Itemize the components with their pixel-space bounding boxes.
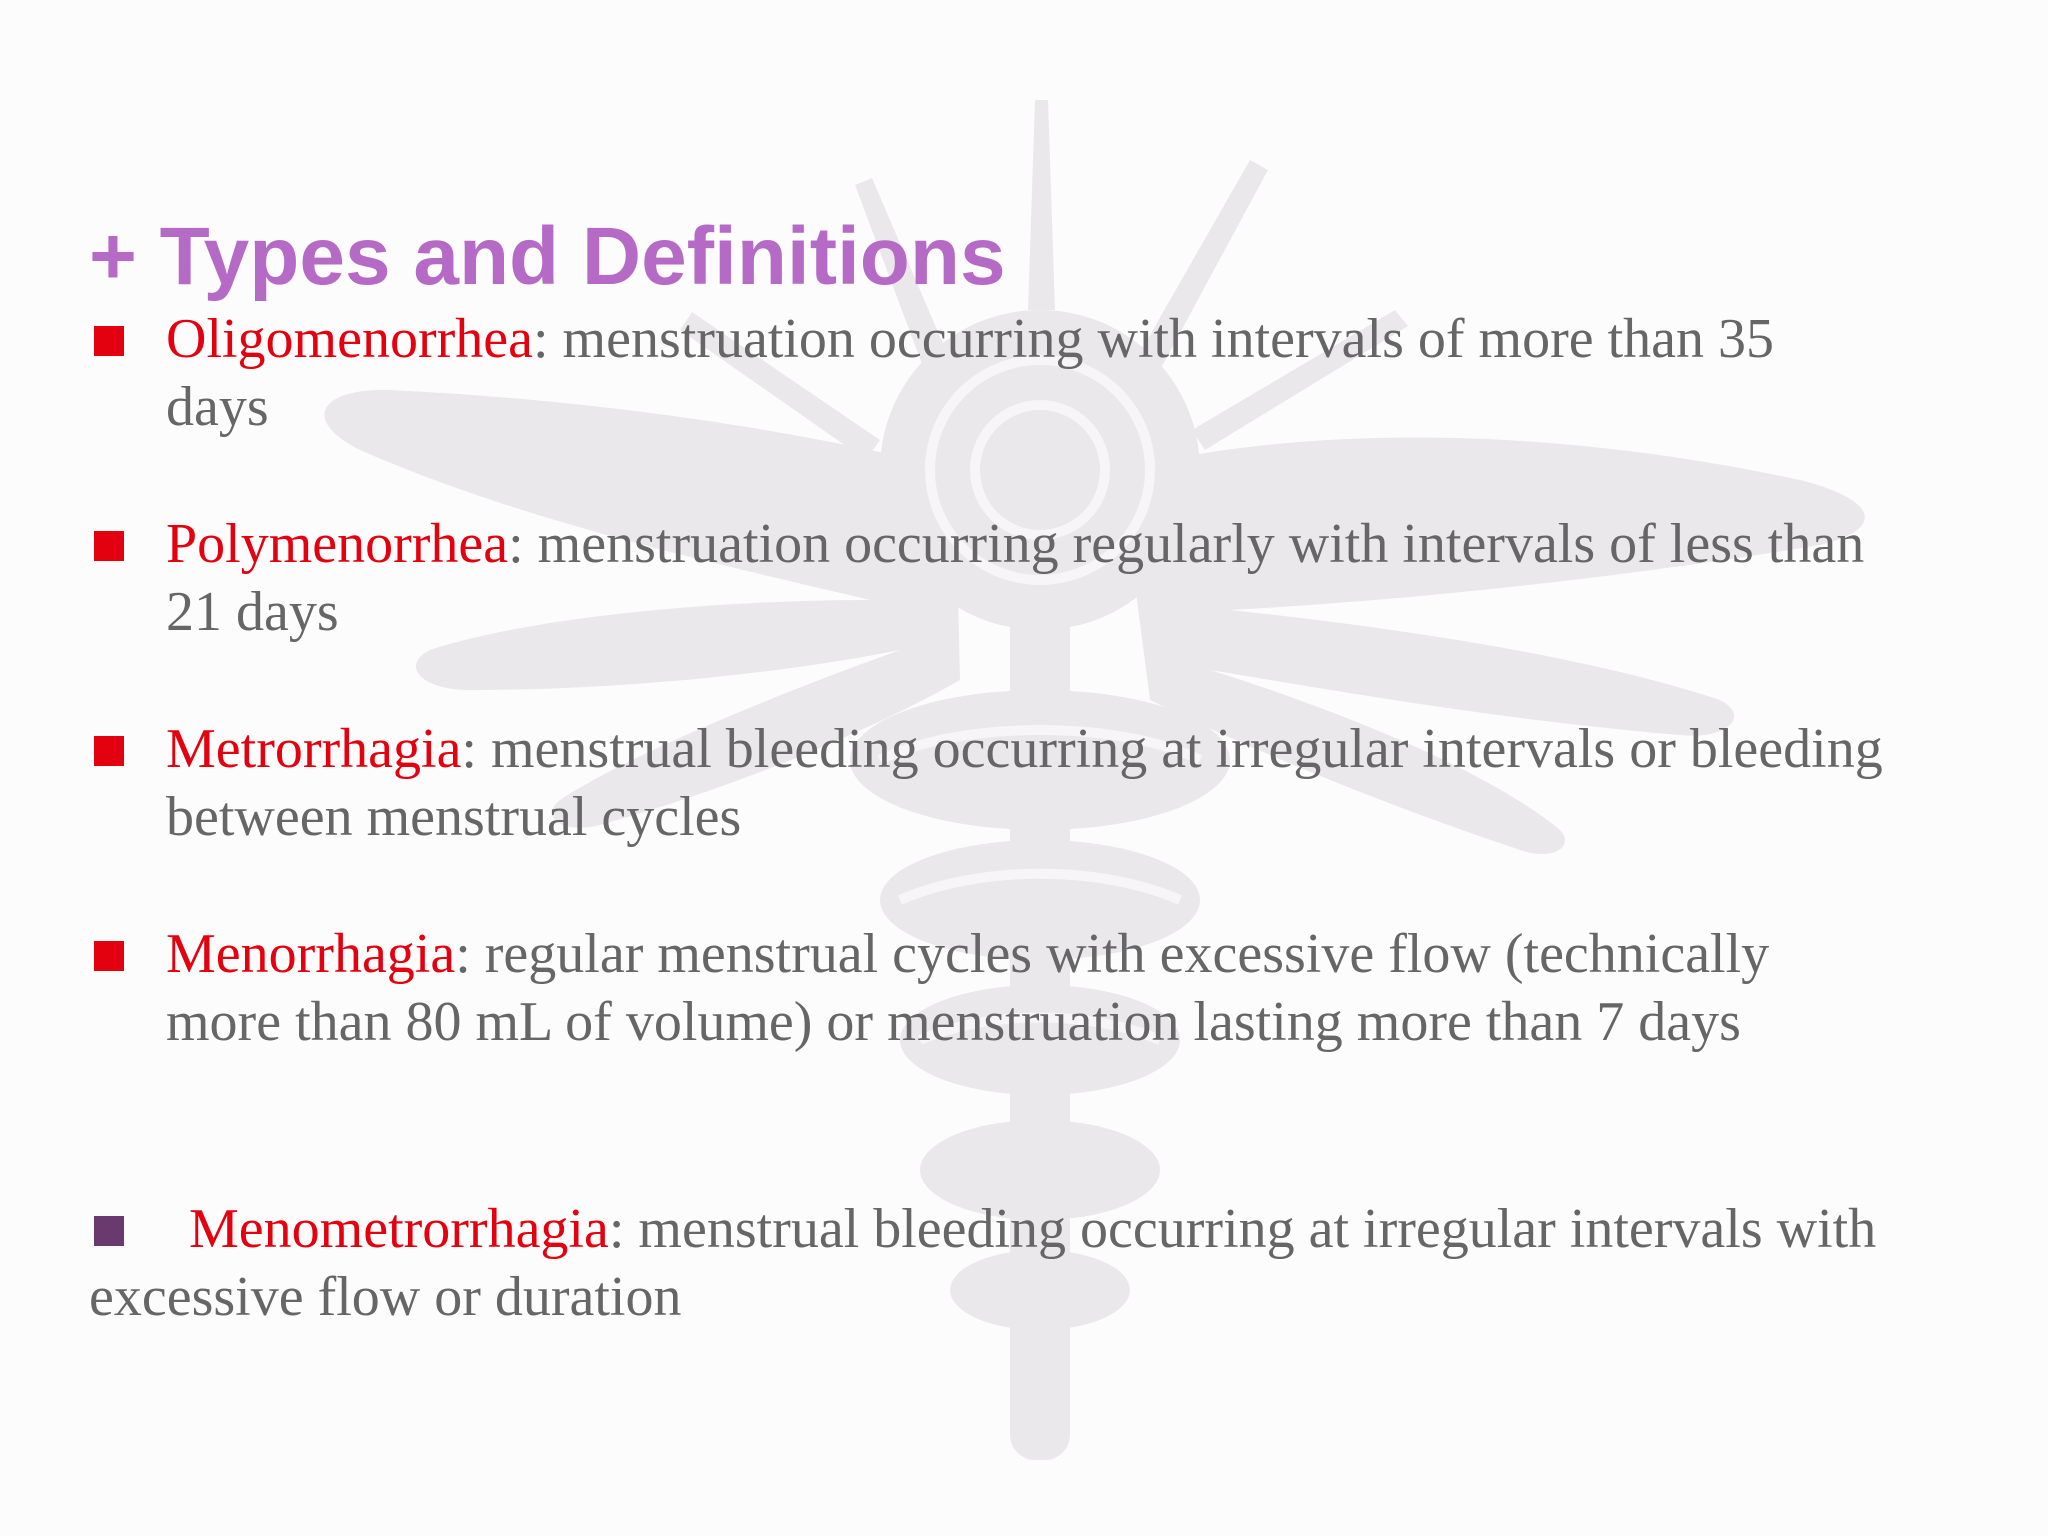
term-label: Polymenorrhea: [166, 513, 509, 575]
term-label: Oligomenorrhea: [166, 308, 533, 370]
square-bullet-icon: [94, 531, 124, 561]
item-text: [166, 920, 1886, 1056]
definition-text: : menstrual bleeding occurring at irregular intervals with excessive flow or duration: [89, 1198, 1877, 1328]
term-label: Menometrorrhagia: [189, 1198, 609, 1260]
square-bullet-icon: [94, 326, 124, 356]
definition-text: : menstrual bleeding occurring at irregular intervals or bleeding between menstrual cycles: [166, 718, 1883, 848]
square-bullet-icon: [94, 736, 124, 766]
term-label: Menorrhagia: [166, 923, 456, 985]
definition-text: : regular menstrual cycles with excessive flow (technically more than 80 mL of volume) or menstruation lasting more than 7 days: [166, 923, 1770, 1053]
term-label: Metrorrhagia: [166, 718, 462, 780]
item-text: [166, 305, 1886, 441]
item-text: [166, 715, 1886, 851]
definition-text: : menstruation occurring with intervals of more than 35 days: [166, 308, 1775, 438]
square-bullet-icon: [94, 941, 124, 971]
slide-title: + Types and Definitions: [89, 211, 1006, 302]
item-text: [166, 510, 1886, 646]
definition-text: : menstruation occurring regularly with intervals of less than 21 days: [166, 513, 1865, 643]
item-text: [89, 1195, 1889, 1331]
